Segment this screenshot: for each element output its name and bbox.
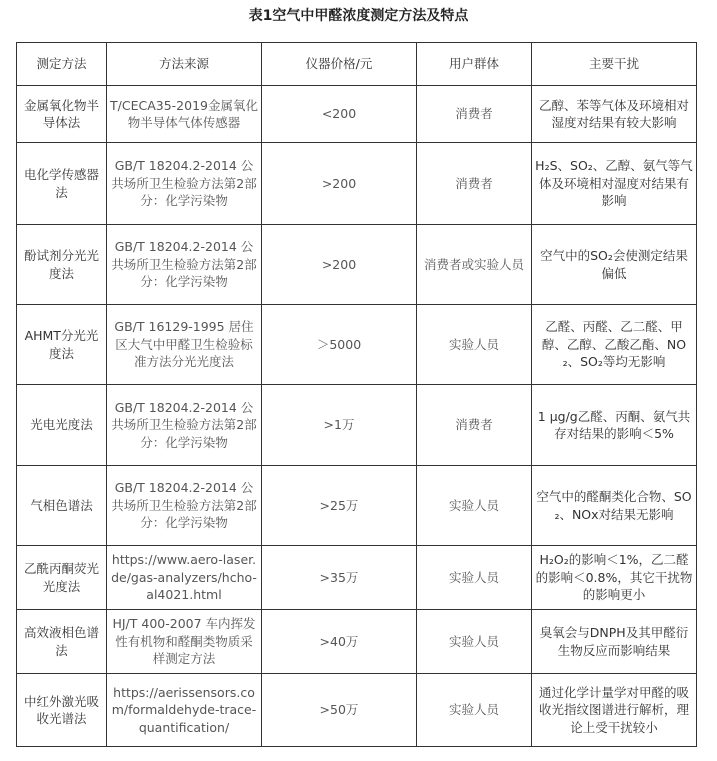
cell-interference: 空气中的醛酮类化合物、SO₂、NOx对结果无影响 xyxy=(532,466,697,546)
cell-price: >200 xyxy=(262,225,417,305)
cell-users: 实验人员 xyxy=(417,674,532,747)
cell-method: 电化学传感器法 xyxy=(17,143,107,225)
cell-source: https://aerissensors.com/formaldehyde-trace-quantification/ xyxy=(107,674,262,747)
table-row xyxy=(17,674,697,747)
table-row xyxy=(17,143,697,225)
header-method: 测定方法 xyxy=(17,43,107,86)
table-row xyxy=(17,305,697,385)
header-row xyxy=(17,43,697,86)
table-row xyxy=(17,610,697,674)
cell-method: 中红外激光吸收光谱法 xyxy=(17,674,107,747)
cell-method: 乙酰丙酮荧光光度法 xyxy=(17,546,107,610)
cell-users: 消费者 xyxy=(417,143,532,225)
table-row xyxy=(17,385,697,466)
cell-users: 消费者或实验人员 xyxy=(417,225,532,305)
cell-interference: 乙醛、丙醛、乙二醛、甲醇、乙醇、乙酸乙酯、NO₂、SO₂等均无影响 xyxy=(532,305,697,385)
header-interference: 主要干扰 xyxy=(532,43,697,86)
cell-interference: 空气中的SO₂会使测定结果偏低 xyxy=(532,225,697,305)
cell-price: ＞5000 xyxy=(262,305,417,385)
table-row xyxy=(17,86,697,143)
cell-users: 实验人员 xyxy=(417,610,532,674)
cell-source: HJ/T 400-2007 车内挥发性有机物和醛酮类物质采样测定方法 xyxy=(107,610,262,674)
methods-table xyxy=(16,42,697,747)
cell-price: >200 xyxy=(262,143,417,225)
cell-method: 气相色谱法 xyxy=(17,466,107,546)
cell-interference: H₂O₂的影响＜1%，乙二醛的影响＜0.8%，其它干扰物的影响更小 xyxy=(532,546,697,610)
cell-method: 高效液相色谱法 xyxy=(17,610,107,674)
header-users: 用户群体 xyxy=(417,43,532,86)
header-source: 方法来源 xyxy=(107,43,262,86)
cell-source: https://www.aero-laser.de/gas-analyzers/hcho-al4021.html xyxy=(107,546,262,610)
cell-price: >50万 xyxy=(262,674,417,747)
cell-users: 实验人员 xyxy=(417,305,532,385)
table-row xyxy=(17,225,697,305)
cell-interference: 臭氧会与DNPH及其甲醛衍生物反应而影响结果 xyxy=(532,610,697,674)
cell-interference: 乙醇、苯等气体及环境相对湿度对结果有较大影响 xyxy=(532,86,697,143)
cell-method: AHMT分光光度法 xyxy=(17,305,107,385)
table-row xyxy=(17,466,697,546)
cell-interference: H₂S、SO₂、乙醇、氨气等气体及环境相对湿度对结果有影响 xyxy=(532,143,697,225)
cell-price: >25万 xyxy=(262,466,417,546)
cell-price: >40万 xyxy=(262,610,417,674)
cell-price: >35万 xyxy=(262,546,417,610)
cell-users: 消费者 xyxy=(417,86,532,143)
table-title: 表1空气中甲醛浓度测定方法及特点 xyxy=(248,8,469,24)
cell-price: <200 xyxy=(262,86,417,143)
cell-method: 光电光度法 xyxy=(17,385,107,466)
cell-method: 金属氧化物半导体法 xyxy=(17,86,107,143)
cell-users: 实验人员 xyxy=(417,546,532,610)
table-row xyxy=(17,546,697,610)
cell-source: GB/T 18204.2-2014 公共场所卫生检验方法第2部分：化学污染物 xyxy=(107,385,262,466)
cell-users: 实验人员 xyxy=(417,466,532,546)
cell-source: GB/T 18204.2-2014 公共场所卫生检验方法第2部分：化学污染物 xyxy=(107,225,262,305)
cell-source: T/CECA35-2019金属氧化物半导体气体传感器 xyxy=(107,86,262,143)
cell-users: 消费者 xyxy=(417,385,532,466)
cell-method: 酚试剂分光光度法 xyxy=(17,225,107,305)
cell-interference: 1 μg/g乙醛、丙酮、氨气共存对结果的影响＜5% xyxy=(532,385,697,466)
header-price: 仪器价格/元 xyxy=(262,43,417,86)
cell-source: GB/T 18204.2-2014 公共场所卫生检验方法第2部分：化学污染物 xyxy=(107,143,262,225)
cell-interference: 通过化学计量学对甲醛的吸收光指纹图谱进行解析，理论上受干扰较小 xyxy=(532,674,697,747)
cell-source: GB/T 18204.2-2014 公共场所卫生检验方法第2部分：化学污染物 xyxy=(107,466,262,546)
cell-source: GB/T 16129-1995 居住区大气中甲醛卫生检验标准方法分光光度法 xyxy=(107,305,262,385)
cell-price: >1万 xyxy=(262,385,417,466)
